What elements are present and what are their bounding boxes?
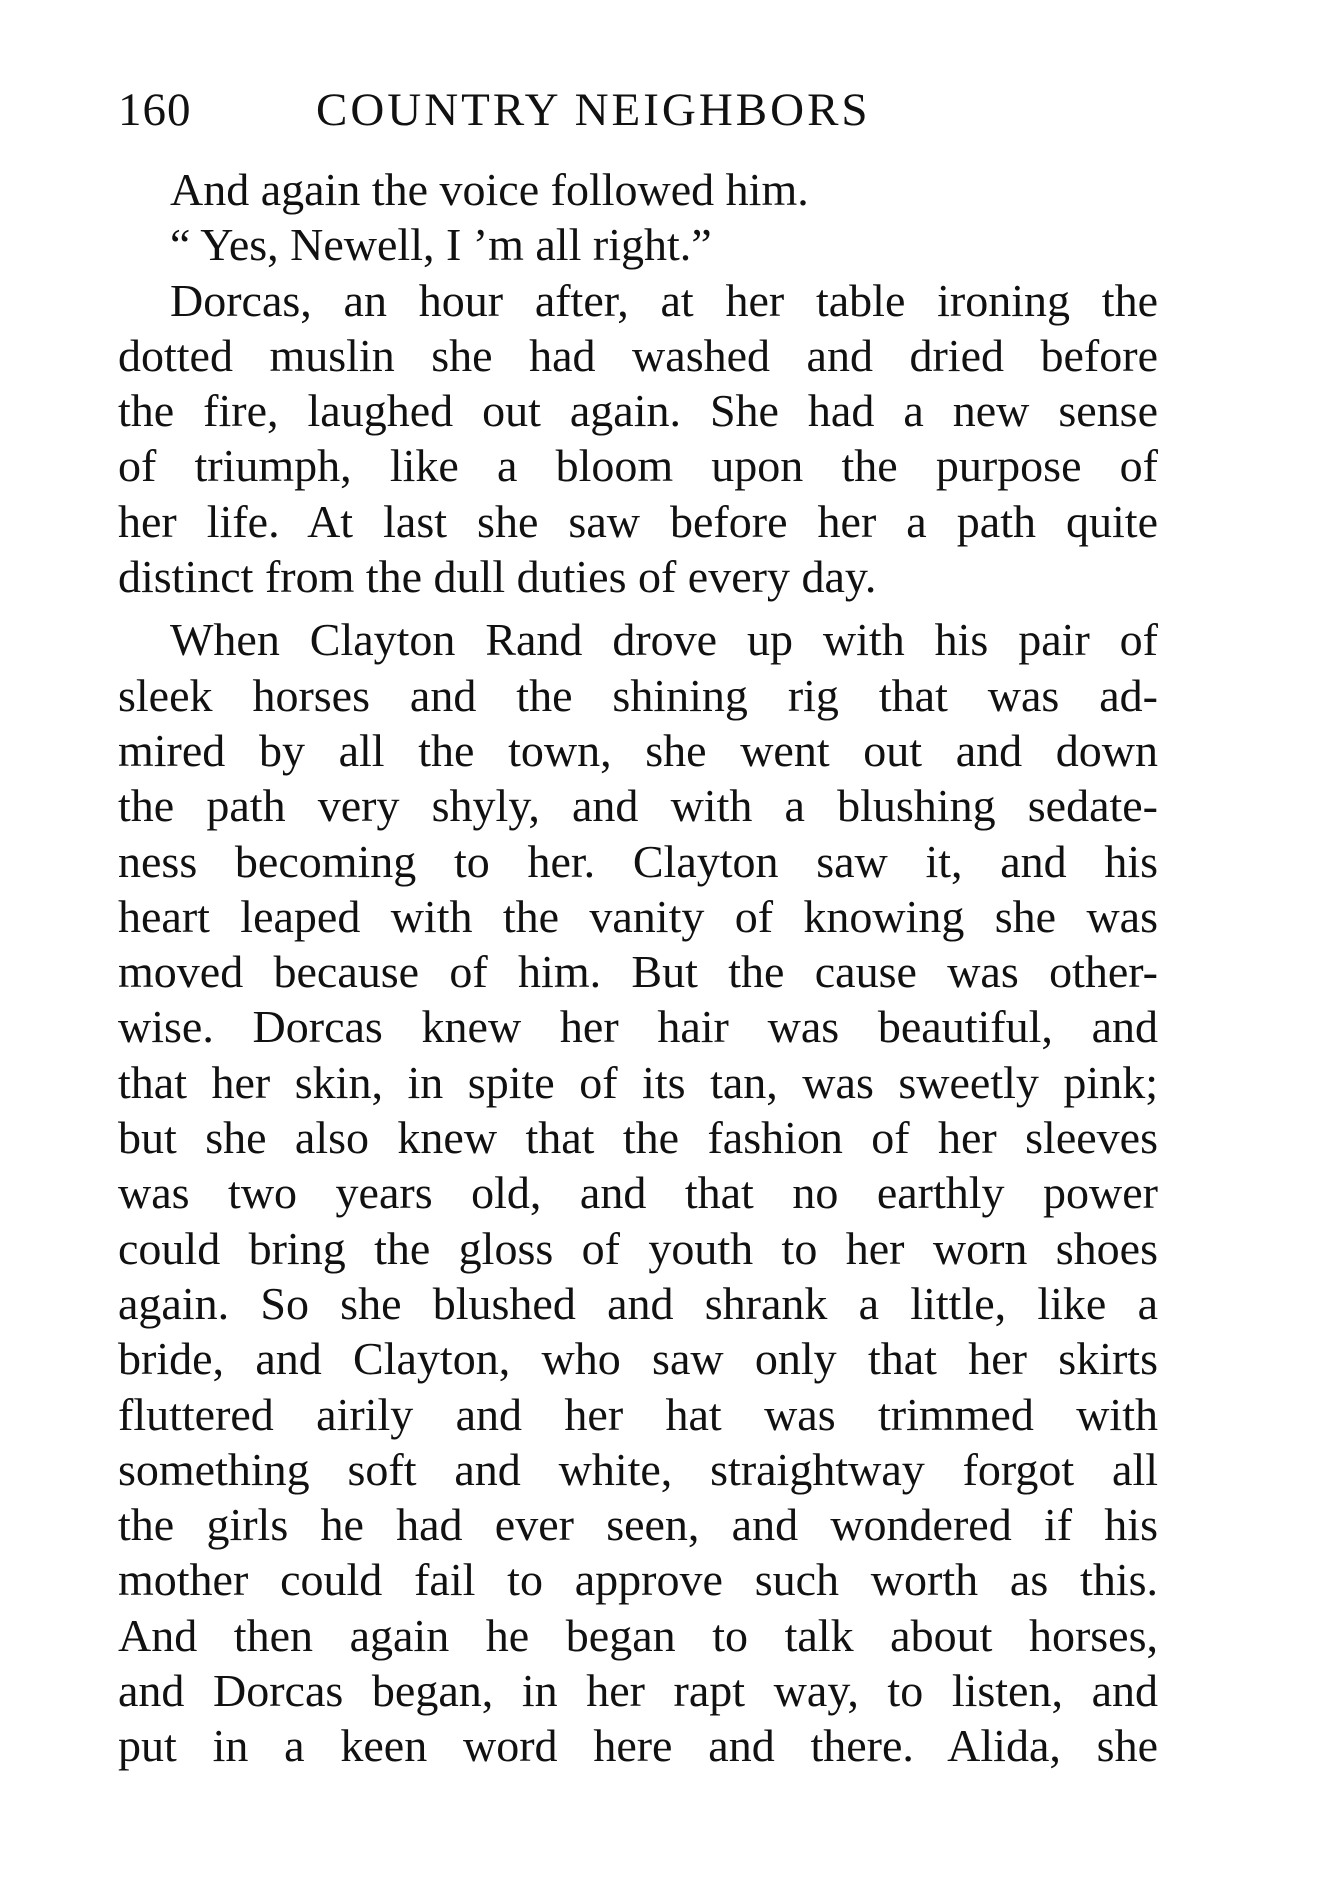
text-line-20: could bring the gloss of youth to her worn shoes <box>118 1222 1158 1274</box>
text-line-5: the fire, laughed out again. She had a new sense <box>118 385 1158 437</box>
text-line-15: moved because of him. But the cause was other- <box>118 946 1158 998</box>
text-line-29: put in a keen word here and there. Alida, she <box>118 1720 1158 1772</box>
text-line-24: something soft and white, straightway forgot all <box>118 1443 1158 1495</box>
text-line-3: Dorcas, an hour after, at her table ironing the <box>170 274 1158 326</box>
text-line-4: dotted muslin she had washed and dried before <box>118 329 1158 381</box>
text-line-23: fluttered airily and her hat was trimmed with <box>118 1388 1158 1440</box>
text-line-19: was two years old, and that no earthly power <box>118 1167 1158 1219</box>
text-line-11: mired by all the town, she went out and down <box>118 724 1158 776</box>
text-line-26: mother could fail to approve such worth as this. <box>118 1554 1158 1606</box>
body-text <box>118 162 1158 1774</box>
text-line-1: And again the voice followed him. <box>170 164 809 215</box>
text-line-8: distinct from the dull duties of every day. <box>118 551 877 603</box>
text-line-21: again. So she blushed and shrank a little, like a <box>118 1277 1158 1329</box>
page-header <box>118 80 1018 140</box>
text-line-27: And then again he began to talk about horses, <box>118 1609 1158 1661</box>
text-line-7: her life. At last she saw before her a path quite <box>118 495 1158 547</box>
text-line-10: sleek horses and the shining rig that was ad- <box>118 669 1158 721</box>
page-number: 160 <box>118 84 192 136</box>
text-line-14: heart leaped with the vanity of knowing she was <box>118 890 1158 942</box>
text-line-12: the path very shyly, and with a blushing sedate- <box>118 780 1158 832</box>
text-line-13: ness becoming to her. Clayton saw it, and his <box>118 835 1158 887</box>
text-line-16: wise. Dorcas knew her hair was beautiful, and <box>118 1001 1158 1053</box>
text-line-18: but she also knew that the fashion of her sleeves <box>118 1112 1158 1164</box>
text-line-9: When Clayton Rand drove up with his pair of <box>170 614 1158 666</box>
text-line-22: bride, and Clayton, who saw only that her skirts <box>118 1333 1158 1385</box>
text-line-6: of triumph, like a bloom upon the purpose of <box>118 440 1158 492</box>
text-line-25: the girls he had ever seen, and wondered if his <box>118 1499 1158 1551</box>
running-title: COUNTRY NEIGHBORS <box>316 84 871 136</box>
text-line-2: “ Yes, Newell, I ’m all right.” <box>170 219 712 271</box>
text-line-17: that her skin, in spite of its tan, was sweetly pink; <box>118 1056 1158 1108</box>
text-line-28: and Dorcas began, in her rapt way, to listen, and <box>118 1665 1158 1717</box>
